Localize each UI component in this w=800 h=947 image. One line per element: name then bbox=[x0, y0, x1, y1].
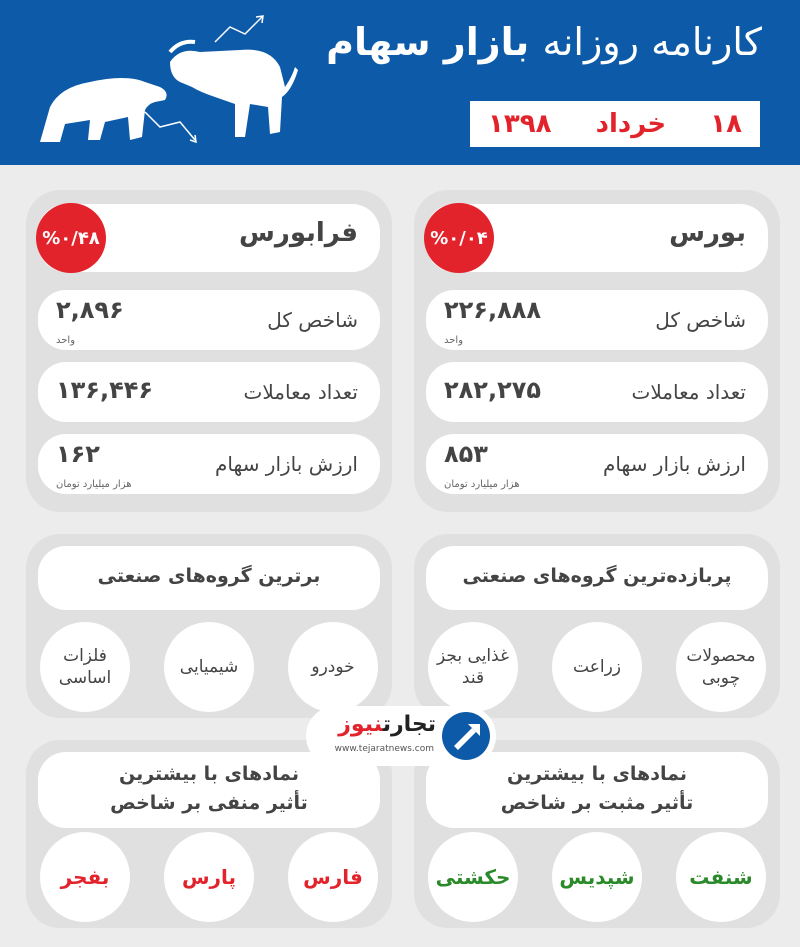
top-group-item: شیمیایی bbox=[164, 622, 254, 712]
farabourse-title: فرابورس bbox=[238, 218, 358, 248]
logo-name-part2: نیوز bbox=[338, 712, 383, 737]
farabourse-panel bbox=[26, 190, 392, 512]
title-light: کارنامه روزانه bbox=[542, 20, 762, 64]
bourse-panel bbox=[414, 190, 780, 512]
farabourse-trades-pill bbox=[38, 362, 380, 422]
farabourse-change-value: %۰/۴۸ bbox=[42, 227, 100, 249]
logo-mark-icon bbox=[442, 712, 490, 760]
positive-heading-line2: تأثیر مثبت بر شاخص bbox=[500, 791, 694, 814]
farabourse-index-unit: واحد bbox=[56, 335, 76, 346]
bourse-title: بورس bbox=[669, 218, 746, 248]
bourse-change-value: %۰/۰۴ bbox=[430, 227, 488, 249]
bourse-trades-label: تعداد معاملات bbox=[631, 380, 746, 404]
farabourse-trades-label: تعداد معاملات bbox=[243, 380, 358, 404]
busiest-groups-heading: پربازده‌ترین گروه‌های صنعتی bbox=[462, 565, 732, 587]
busiest-group-item: زراعت bbox=[552, 622, 642, 712]
bourse-value-label: ارزش بازار سهام bbox=[603, 452, 746, 476]
positive-symbol-item: شپدیس bbox=[552, 832, 642, 922]
top-group-item: فلزات اساسی bbox=[40, 622, 130, 712]
tejaratnews-logo bbox=[306, 706, 496, 766]
negative-symbol-item: پارس bbox=[164, 832, 254, 922]
farabourse-value-pill bbox=[38, 434, 380, 494]
bourse-change-badge bbox=[424, 203, 494, 273]
farabourse-index-value: ۲,۸۹۶ bbox=[56, 296, 124, 324]
top-group-item: خودرو bbox=[288, 622, 378, 712]
bourse-index-label: شاخص کل bbox=[655, 308, 746, 332]
positive-symbol-item: شنفت bbox=[676, 832, 766, 922]
positive-symbols-heading bbox=[426, 760, 768, 817]
negative-symbols-panel bbox=[26, 740, 392, 928]
farabourse-trades-value: ۱۳۶,۴۴۶ bbox=[56, 376, 154, 404]
logo-name-part1: تجارت bbox=[382, 712, 436, 737]
negative-symbols-heading bbox=[38, 760, 380, 817]
farabourse-title-pill bbox=[38, 204, 380, 272]
positive-symbol-item: حکشتی bbox=[428, 832, 518, 922]
page-title bbox=[326, 20, 762, 64]
negative-heading-line1: نمادهای با بیشترین bbox=[118, 763, 299, 785]
bourse-trades-pill bbox=[426, 362, 768, 422]
date-box bbox=[470, 101, 760, 147]
bourse-value-value: ۸۵۳ bbox=[444, 440, 488, 468]
date-day: ۱۸ bbox=[710, 109, 742, 139]
busiest-group-item: غذایی بجز قند bbox=[428, 622, 518, 712]
farabourse-index-pill bbox=[38, 290, 380, 350]
date-month: خرداد bbox=[595, 109, 667, 139]
busiest-groups-panel bbox=[414, 534, 780, 718]
date-year: ۱۳۹۸ bbox=[488, 109, 552, 139]
negative-symbol-item: فارس bbox=[288, 832, 378, 922]
bourse-index-pill bbox=[426, 290, 768, 350]
negative-symbol-item: بفجر bbox=[40, 832, 130, 922]
farabourse-value-label: ارزش بازار سهام bbox=[215, 452, 358, 476]
bull-bear-illustration bbox=[30, 12, 310, 162]
bourse-value-unit: هزار میلیارد تومان bbox=[444, 479, 520, 490]
logo-name bbox=[338, 712, 436, 737]
header-banner bbox=[0, 0, 800, 165]
positive-heading-line1: نمادهای با بیشترین bbox=[506, 763, 687, 785]
farabourse-change-badge bbox=[36, 203, 106, 273]
positive-symbols-panel bbox=[414, 740, 780, 928]
bourse-value-pill bbox=[426, 434, 768, 494]
top-groups-heading-pill bbox=[38, 546, 380, 610]
top-groups-heading: برترین گروه‌های صنعتی bbox=[97, 565, 321, 587]
bourse-index-unit: واحد bbox=[444, 335, 464, 346]
logo-url: www.tejaratnews.com bbox=[334, 744, 434, 754]
bourse-trades-value: ۲۸۲,۲۷۵ bbox=[444, 376, 542, 404]
farabourse-index-label: شاخص کل bbox=[267, 308, 358, 332]
negative-heading-line2: تأثیر منفی بر شاخص bbox=[110, 791, 308, 814]
bourse-title-pill bbox=[426, 204, 768, 272]
busiest-groups-heading-pill bbox=[426, 546, 768, 610]
top-groups-panel bbox=[26, 534, 392, 718]
busiest-group-item: محصولات چوبی bbox=[676, 622, 766, 712]
farabourse-value-value: ۱۶۲ bbox=[56, 440, 100, 468]
farabourse-value-unit: هزار میلیارد تومان bbox=[56, 479, 132, 490]
title-bold: بازار سهام bbox=[326, 20, 530, 64]
bourse-index-value: ۲۲۶,۸۸۸ bbox=[444, 296, 542, 324]
